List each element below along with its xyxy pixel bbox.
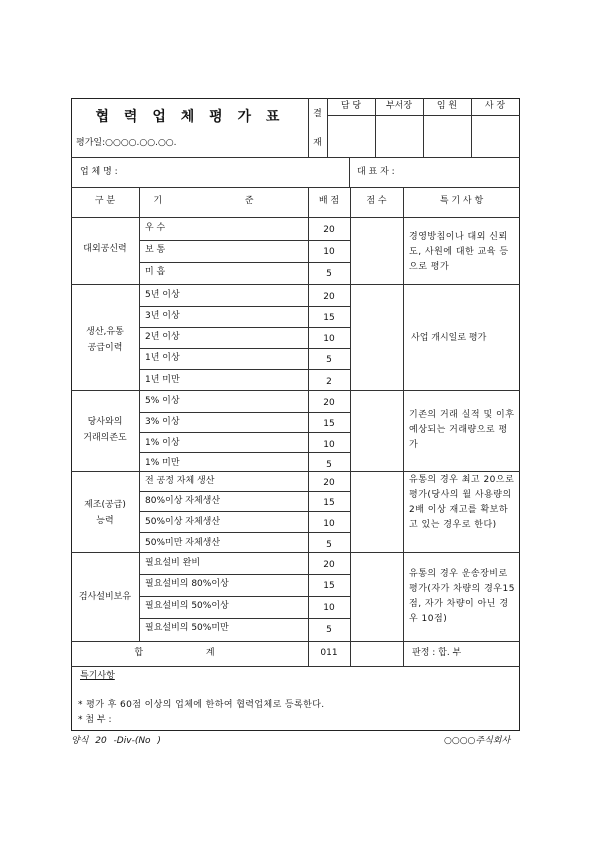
criteria-row: 5년 이상	[145, 290, 180, 300]
remark-reputation: 경영방침이나 대외 신뢰도, 사원에 대한 교육 등으로 평가	[409, 232, 509, 272]
criteria-row: 필요설비의 50%미만	[145, 623, 229, 633]
form-title: 협 력 업 체 평 가 표	[95, 109, 285, 125]
total-label: 합 계	[134, 648, 245, 658]
criteria-row: 1년 미만	[145, 375, 180, 385]
points-cell: 5	[326, 355, 332, 365]
approval-label-bottom: 재	[313, 138, 322, 148]
remark-production-capacity: 유통의 경우 최고 20으로 평가(당사의 월 사용량의 2배 이상 재고를 확보하고 있는 경우로 한다)	[409, 475, 515, 530]
form-number: 양식 20 -Div-(No )	[71, 736, 161, 746]
points-cell: 10	[323, 519, 335, 529]
points-cell: 5	[326, 540, 332, 550]
criteria-row: 우 수	[145, 223, 166, 233]
criteria-row: 50%미만 자체생산	[145, 538, 221, 548]
points-cell: 20	[323, 478, 335, 488]
points-cell: 20	[323, 398, 335, 408]
criteria-row: 3년 이상	[145, 311, 180, 321]
criteria-row: 필요설비 완비	[145, 558, 201, 568]
points-cell: 10	[323, 247, 335, 257]
criteria-row: 미 흡	[145, 267, 166, 277]
points-cell: 10	[323, 334, 335, 344]
points-cell: 15	[323, 581, 335, 591]
note-registration: * 평가 후 60점 이상의 업체에 한하여 협력업체로 등록한다.	[78, 700, 325, 710]
approver-executive: 임 원	[436, 101, 458, 111]
criteria-row: 전 공정 자체 생산	[145, 476, 215, 486]
evaluation-date: 평가일:○○○○.○○.○○.	[76, 138, 177, 148]
criteria-row: 2년 이상	[145, 332, 180, 342]
col-points: 배 점	[318, 196, 340, 206]
criteria-row: 5% 이상	[145, 396, 180, 406]
approver-manager: 부서장	[385, 101, 413, 111]
company-name-footer: ○○○○주식회사	[444, 736, 511, 746]
criteria-row: 1년 이상	[145, 353, 180, 363]
points-cell: 5	[326, 460, 332, 470]
points-cell: 10	[323, 603, 335, 613]
total-points: 011	[320, 648, 338, 658]
note-attachment: * 첨 부 :	[78, 715, 112, 725]
points-cell: 15	[323, 498, 335, 508]
points-cell: 10	[323, 440, 335, 450]
criteria-row: 1% 이상	[145, 438, 180, 448]
col-score: 점 수	[366, 196, 387, 206]
approval-label-top: 결	[313, 109, 322, 119]
category-production-capacity: 제조(공급) 능력	[84, 500, 126, 526]
approver-staff: 담 당	[340, 101, 362, 111]
points-cell: 15	[323, 419, 335, 429]
ceo-label: 대 표 자 :	[357, 167, 395, 177]
remark-supply-history: 사업 개시일로 평가	[411, 333, 487, 343]
points-cell: 20	[323, 225, 335, 235]
category-supply-history: 생산,유통 공급이력	[86, 327, 124, 353]
criteria-row: 보 통	[145, 245, 166, 255]
approver-president: 사 장	[484, 101, 506, 111]
col-remarks: 특 기 사 항	[439, 196, 484, 206]
category-reputation: 대외공신력	[83, 244, 127, 254]
criteria-row: 필요설비의 50%이상	[145, 601, 229, 611]
criteria-row: 필요설비의 80%이상	[145, 579, 229, 589]
judgment: 판정 : 합. 부	[412, 648, 462, 658]
criteria-row: 1% 미만	[145, 458, 180, 468]
notes-heading: 특기사항	[80, 671, 115, 681]
points-cell: 20	[323, 292, 335, 302]
remark-inspection-equipment: 유통의 경우 운송장비로 평가(자가 차량의 경우15점, 자가 차량이 아닌 경우 10점)	[409, 569, 515, 624]
col-category: 구 분	[94, 196, 116, 206]
criteria-row: 80%이상 자체생산	[145, 496, 221, 506]
points-cell: 20	[323, 560, 335, 570]
category-inspection-equipment: 검사설비보유	[78, 592, 132, 602]
points-cell: 2	[326, 377, 332, 387]
points-cell: 5	[326, 269, 332, 279]
points-cell: 15	[323, 313, 335, 323]
criteria-row: 3% 이상	[145, 417, 180, 427]
category-dependence: 당사와의 거래의존도	[83, 417, 127, 443]
criteria-row: 50%이상 자체생산	[145, 517, 221, 527]
remark-dependence: 기존의 거래 실적 및 이후 예상되는 거래량으로 평가	[409, 410, 515, 450]
col-criteria: 기 준	[153, 196, 294, 206]
company-name-label: 업 체 명 :	[80, 167, 118, 177]
points-cell: 5	[326, 625, 332, 635]
